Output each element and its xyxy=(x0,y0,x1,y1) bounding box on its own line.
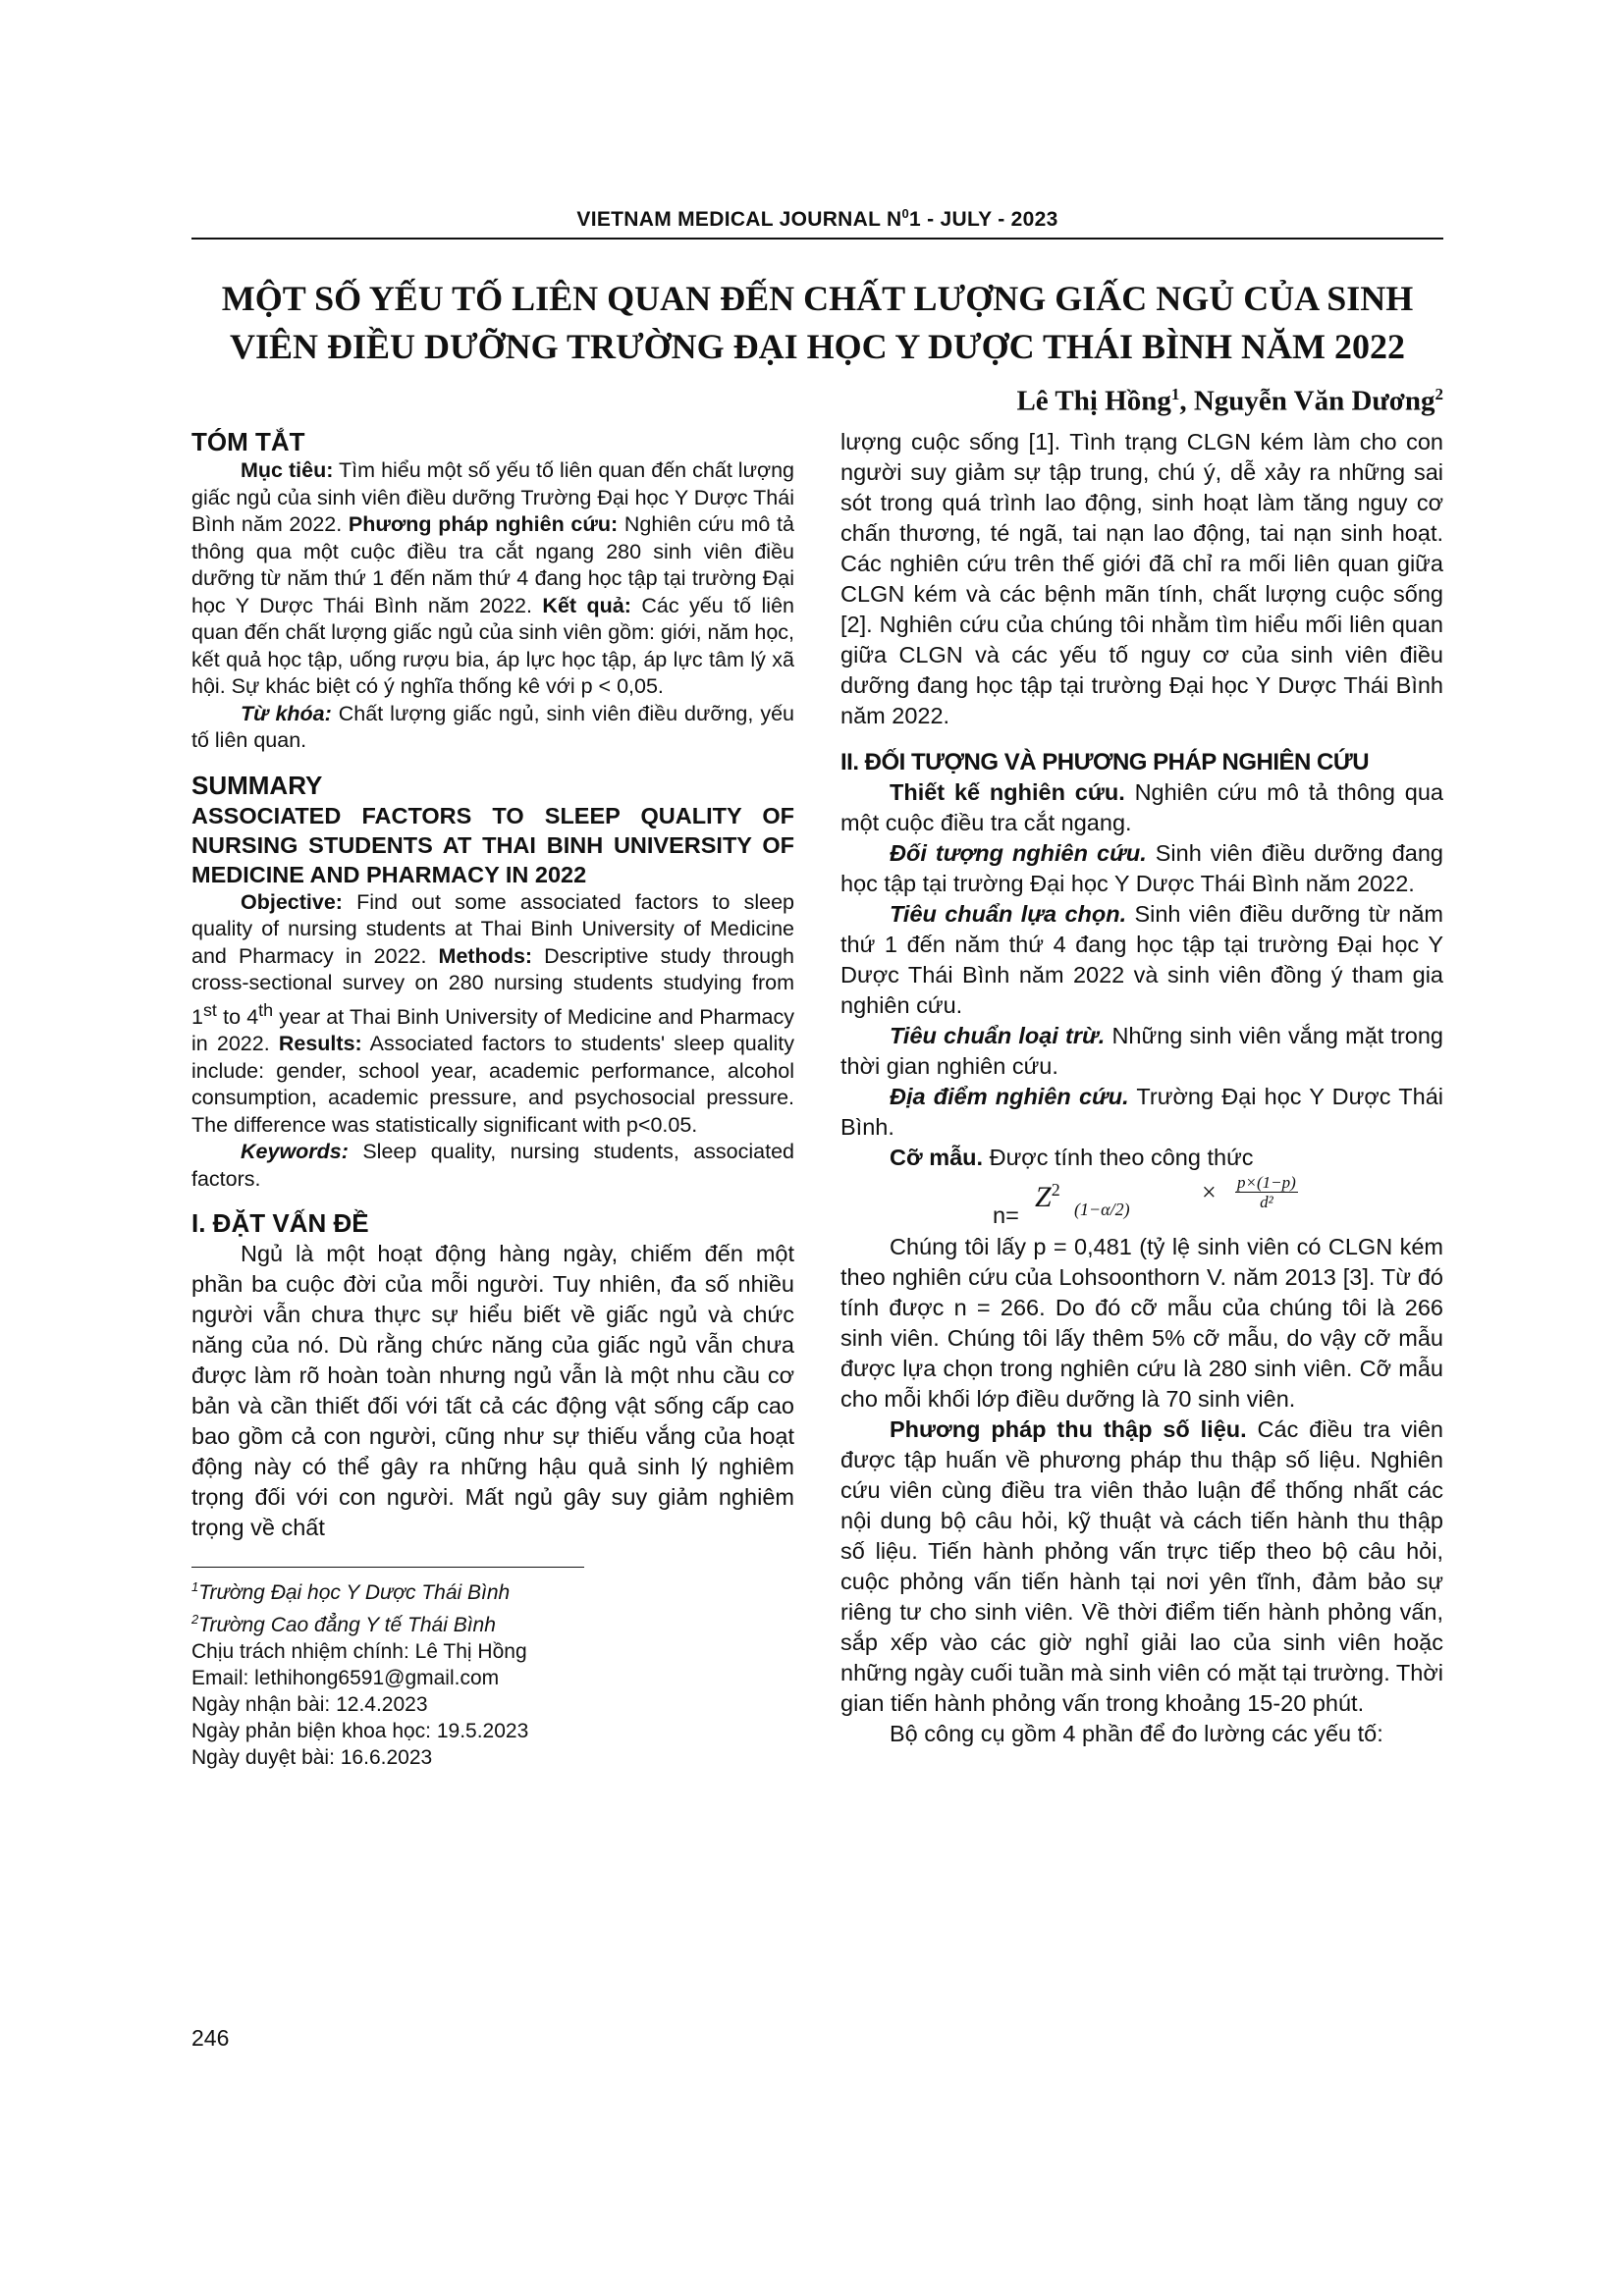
methods-text-en-1: Descriptive study through cross-sectional survey on 280 nursing students studying from 1 xyxy=(191,943,794,1029)
data-collection-label: Phương pháp thu thập số liệu. xyxy=(890,1416,1247,1442)
summary-title: ASSOCIATED FACTORS TO SLEEP QUALITY OF NURSING STUDENTS AT THAI BINH UNIVERSITY OF MEDICINE AND PHARMACY IN 2022 xyxy=(191,802,794,887)
formula-n: n= xyxy=(993,1202,1019,1228)
footnotes xyxy=(191,1574,794,1771)
inclusion-label: Tiêu chuẩn lựa chọn. xyxy=(890,901,1127,927)
methods-label-vi: Phương pháp nghiên cứu: xyxy=(348,512,619,536)
objective-label-vi: Mục tiêu: xyxy=(241,458,334,482)
keywords-label-vi: Từ khóa: xyxy=(241,701,332,725)
sample-size-formula xyxy=(840,1173,1443,1232)
abstract-vi xyxy=(191,457,794,755)
journal-header xyxy=(191,206,1443,240)
formula-z xyxy=(1035,1175,1060,1212)
author-2: Nguyễn Văn Dương xyxy=(1193,385,1435,417)
keywords-en xyxy=(191,1139,794,1193)
sample-size xyxy=(840,1143,1443,1173)
right-column xyxy=(840,427,1443,1771)
sample-text: Được tính theo công thức xyxy=(983,1145,1254,1170)
ordinal-st: st xyxy=(202,999,217,1020)
footnote-email: Email: lethihong6591@gmail.com xyxy=(191,1667,500,1690)
footnote-received: Ngày nhận bài: 12.4.2023 xyxy=(191,1693,428,1717)
results-label-en: Results: xyxy=(278,1032,362,1056)
objective-text-en: Find out some associated factors to sleep quality of nursing students at Thai Binh University of Medicine and Pharmacy in 2022. xyxy=(191,889,794,968)
objective-text-vi: Tìm hiểu một số yếu tố liên quan đến chất lượng giấc ngủ của sinh viên điều dưỡng Trường Đại học Y Dược Thái Bình năm 2022. xyxy=(191,458,794,536)
article-title xyxy=(191,275,1443,371)
methods-text-en-3: year at Thai Binh University of Medicine and Pharmacy in 2022. xyxy=(191,1004,794,1056)
study-design-label: Thiết kế nghiên cứu. xyxy=(890,779,1125,805)
exclusion-text: Những sinh viên vắng mặt trong thời gian nghiên cứu. xyxy=(840,1023,1443,1079)
formula-subscript: (1−α/2) xyxy=(1074,1200,1130,1219)
journal-issue: 1 - JULY - 2023 xyxy=(909,208,1058,231)
data-collection xyxy=(840,1415,1443,1719)
formula-z-letter: Z xyxy=(1035,1181,1052,1213)
formula-numerator: p×(1−p) xyxy=(1237,1173,1296,1192)
left-column xyxy=(191,427,794,1771)
section-1-paragraph: Ngủ là một hoạt động hàng ngày, chiếm đến một phần ba cuộc đời của mỗi người. Tuy nhiên, đa số nhiều người vẫn chưa thực sự hiểu biết về giấc ngủ và chức năng của nó. Dù rằng chức năng của giấc ngủ vẫn chưa được làm rõ hoàn toàn nhưng ngủ vẫn là một nhu cầu cơ bản và cần thiết đối với tất cả các động vật sống cấp cao bao gồm cả con người, cũng như sự thiếu vắng của hoạt động này có thể gây ra những hậu quả sinh lý nghiêm trọng đối với con người. Mất ngủ gây suy giảm nghiêm trọng về chất xyxy=(191,1241,794,1541)
formula-z-square: 2 xyxy=(1051,1180,1060,1200)
footnote-1-text: Trường Đại học Y Dược Thái Bình xyxy=(198,1581,511,1605)
study-subject xyxy=(840,838,1443,899)
sample-paragraph: Chúng tôi lấy p = 0,481 (tỷ lệ sinh viên có CLGN kém theo nghiên cứu của Lohsoonthorn V. năm 2013 [3]. Từ đó tính được n = 266. Do đó cỡ mẫu của chúng tôi là 266 sinh viên. Chúng tôi lấy thêm 5% cỡ mẫu, do vậy cỡ mẫu được lựa chọn trong nghiên cứu là 280 sinh viên. Cỡ mẫu cho mỗi khối lớp điều dưỡng là 70 sinh viên. xyxy=(840,1234,1443,1412)
two-column-body xyxy=(191,427,1443,1771)
footnote-accepted: Ngày duyệt bài: 16.6.2023 xyxy=(191,1746,433,1770)
footnote-affiliation-1 xyxy=(191,1574,794,1606)
page-number: 246 xyxy=(191,2025,230,2051)
study-subject-text: Sinh viên điều dưỡng đang học tập tại trường Đại học Y Dược Thái Bình năm 2022. xyxy=(840,840,1443,896)
sample-label: Cỡ mẫu. xyxy=(890,1145,984,1170)
formula-fraction xyxy=(1235,1173,1298,1211)
author-2-affil: 2 xyxy=(1435,385,1443,403)
location-text: Trường Đại học Y Dược Thái Bình. xyxy=(840,1084,1443,1140)
author-1-affil: 1 xyxy=(1170,385,1180,403)
footnote-corresponding: Chịu trách nhiệm chính: Lê Thị Hồng xyxy=(191,1640,527,1664)
methods-text-vi: Nghiên cứu mô tả thông qua một cuộc điều tra cắt ngang 280 sinh viên điều dưỡng từ năm thứ 1 đến năm thứ 4 đang học tập tại trường Đại học Y Dược Thái Bình năm 2022. xyxy=(191,512,794,617)
inclusion-criteria xyxy=(840,899,1443,1021)
study-design-text: Nghiên cứu mô tả thông qua một cuộc điều tra cắt ngang. xyxy=(840,779,1443,835)
methods-text-en-2: to 4 xyxy=(216,1004,259,1029)
keywords-label-en: Keywords: xyxy=(241,1140,349,1164)
keywords-text-en: Sleep quality, nursing students, associated factors. xyxy=(191,1140,794,1191)
journal-number-sup: 0 xyxy=(901,206,909,221)
section-1-heading: I. ĐẶT VẤN ĐỀ xyxy=(191,1208,369,1239)
results-label-vi: Kết quả: xyxy=(542,593,631,617)
tool-paragraph: Bộ công cụ gồm 4 phần để đo lường các yếu tố: xyxy=(890,1721,1383,1746)
summary-heading: SUMMARY xyxy=(191,770,323,800)
methods-label-en: Methods: xyxy=(438,943,533,968)
footnote-2-text: Trường Cao đẳng Y tế Thái Bình xyxy=(198,1614,496,1637)
exclusion-label: Tiêu chuẩn loại trừ. xyxy=(890,1023,1106,1048)
exclusion-criteria xyxy=(840,1021,1443,1082)
results-text-en: Associated factors to students' sleep quality include: gender, school year, academic performance, alcohol consumption, academic pressure, and psychosocial pressure. The difference was statistically significant with p<0.05. xyxy=(191,1032,795,1137)
footnote-reviewed: Ngày phản biện khoa học: 19.5.2023 xyxy=(191,1720,529,1743)
title-line-2: VIÊN ĐIỀU DƯỠNG TRƯỜNG ĐẠI HỌC Y DƯỢC THÁI BÌNH NĂM 2022 xyxy=(229,327,1406,366)
keywords-text-vi: Chất lượng giấc ngủ, sinh viên điều dưỡng, yếu tố liên quan. xyxy=(191,701,794,752)
location-label: Địa điểm nghiên cứu. xyxy=(890,1084,1129,1109)
abstract-vi-body xyxy=(191,457,794,701)
author-separator: , xyxy=(1179,385,1194,417)
ordinal-th: th xyxy=(258,999,274,1020)
objective-label-en: Objective: xyxy=(241,889,343,914)
formula-denominator: d² xyxy=(1260,1193,1273,1211)
summary-en xyxy=(191,889,794,1194)
footnote-1-marker: 1 xyxy=(191,1579,199,1595)
inclusion-text: Sinh viên điều dưỡng từ năm thứ 1 đến năm thứ 4 đang học tập tại trường Đại học Y Dược Thái Bình năm 2022 và sinh viên đồng ý tham gia nghiên cứu. xyxy=(840,901,1444,1018)
study-subject-label: Đối tượng nghiên cứu. xyxy=(890,840,1147,866)
data-collection-text: Các điều tra viên được tập huấn về phương pháp thu thập số liệu. Nghiên cứu viên cùng điều tra viên thảo luận để thống nhất các nội dung bộ câu hỏi, kỹ thuật và cách tiến hành thu thập số liệu. Tiến hành phỏng vấn trực tiếp theo bộ câu hỏi, cuộc phỏng vấn tiến hành tại nơi yên tĩnh, đảm bảo sự riêng tư cho sinh viên. Về thời điểm tiến hành phỏng vấn, sắp xếp vào các giờ nghỉ giải lao của sinh viên hoặc những ngày cuối tuần mà sinh viên có mặt tại trường. Thời gian tiến hành phỏng vấn trong khoảng 15-20 phút. xyxy=(840,1416,1443,1716)
author-1: Lê Thị Hồng xyxy=(1016,385,1171,417)
footnote-divider xyxy=(191,1567,584,1568)
journal-name: VIETNAM MEDICAL JOURNAL N xyxy=(576,208,902,231)
authors xyxy=(191,385,1443,418)
title-line-1: MỘT SỐ YẾU TỐ LIÊN QUAN ĐẾN CHẤT LƯỢNG GIẤC NGỦ CỦA SINH xyxy=(221,279,1414,318)
footnote-affiliation-2 xyxy=(191,1606,794,1638)
study-location xyxy=(840,1082,1443,1143)
footnote-2-marker: 2 xyxy=(191,1612,199,1628)
results-text-vi: Các yếu tố liên quan đến chất lượng giấc ngủ của sinh viên gồm: giới, năm học, kết quả học tập, uống rượu bia, áp lực học tập, áp lực tâm lý xã hội. Sự khác biệt có ý nghĩa thống kê với p < 0,05. xyxy=(191,593,794,698)
section-1-paragraph-continued: lượng cuộc sống [1]. Tình trạng CLGN kém làm cho con người suy giảm sự tập trung, chú ý, dễ xảy ra những sai sót trong quá trình lao động, sinh hoạt làm tăng nguy cơ chấn thương, té ngã, tai nạn lao động, tai nạn sinh hoạt. Các nghiên cứu trên thế giới đã chỉ ra mối liên quan giữa CLGN kém và các bệnh mãn tính, chất lượng cuộc sống [2]. Nghiên cứu của chúng tôi nhằm tìm hiểu mối liên quan giữa CLGN và các yếu tố nguy cơ của sinh viên điều dưỡng đang học tập tại trường Đại học Y Dược Thái Bình năm 2022. xyxy=(840,429,1443,728)
abstract-vi-heading: TÓM TẮT xyxy=(191,427,305,456)
formula-times: × xyxy=(1202,1178,1217,1206)
summary-body xyxy=(191,889,794,1140)
study-design xyxy=(840,777,1443,838)
keywords-vi xyxy=(191,701,794,755)
section-2-heading: II. ĐỐI TƯỢNG VÀ PHƯƠNG PHÁP NGHIÊN CỨU xyxy=(840,749,1370,775)
